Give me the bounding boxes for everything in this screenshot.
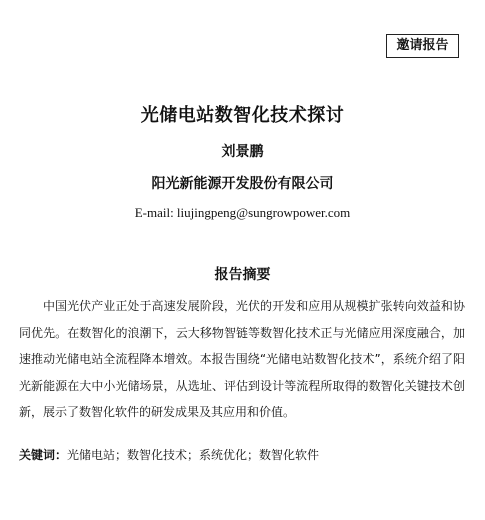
author-name: 刘景鹏 <box>221 144 264 160</box>
abstract-text: 中国光伏产业正处于高速发展阶段，光伏的开发和应用从规模扩张转向效益和协同优先。在数智化的浪潮下，云大移物智链等数智化技术正与光储应用深度融合，加速推动光储电站全流程降本增效。本报告围绕“光储电站数智化技术”，系统介绍了阳光新能源在大中小光储场景，从选址、评估到设计等流程所取得的数智化关键技术创新，展示了数智化软件的研发成果及其应用和价值。 <box>19 299 465 419</box>
keywords-text: 光储电站；数智化技术；系统优化；数智化软件 <box>67 448 320 462</box>
report-type-badge: 邀请报告 <box>386 34 459 58</box>
abstract-heading: 报告摘要 <box>214 267 271 283</box>
paper-title: 光储电站数智化技术探讨 <box>140 105 345 126</box>
author-email[interactable]: E-mail: liujingpeng@sungrowpower.com <box>134 205 351 220</box>
author-affiliation: 阳光新能源开发股份有限公司 <box>151 176 334 192</box>
keywords-line <box>19 445 465 465</box>
keywords-label: 关键词： <box>19 448 68 462</box>
